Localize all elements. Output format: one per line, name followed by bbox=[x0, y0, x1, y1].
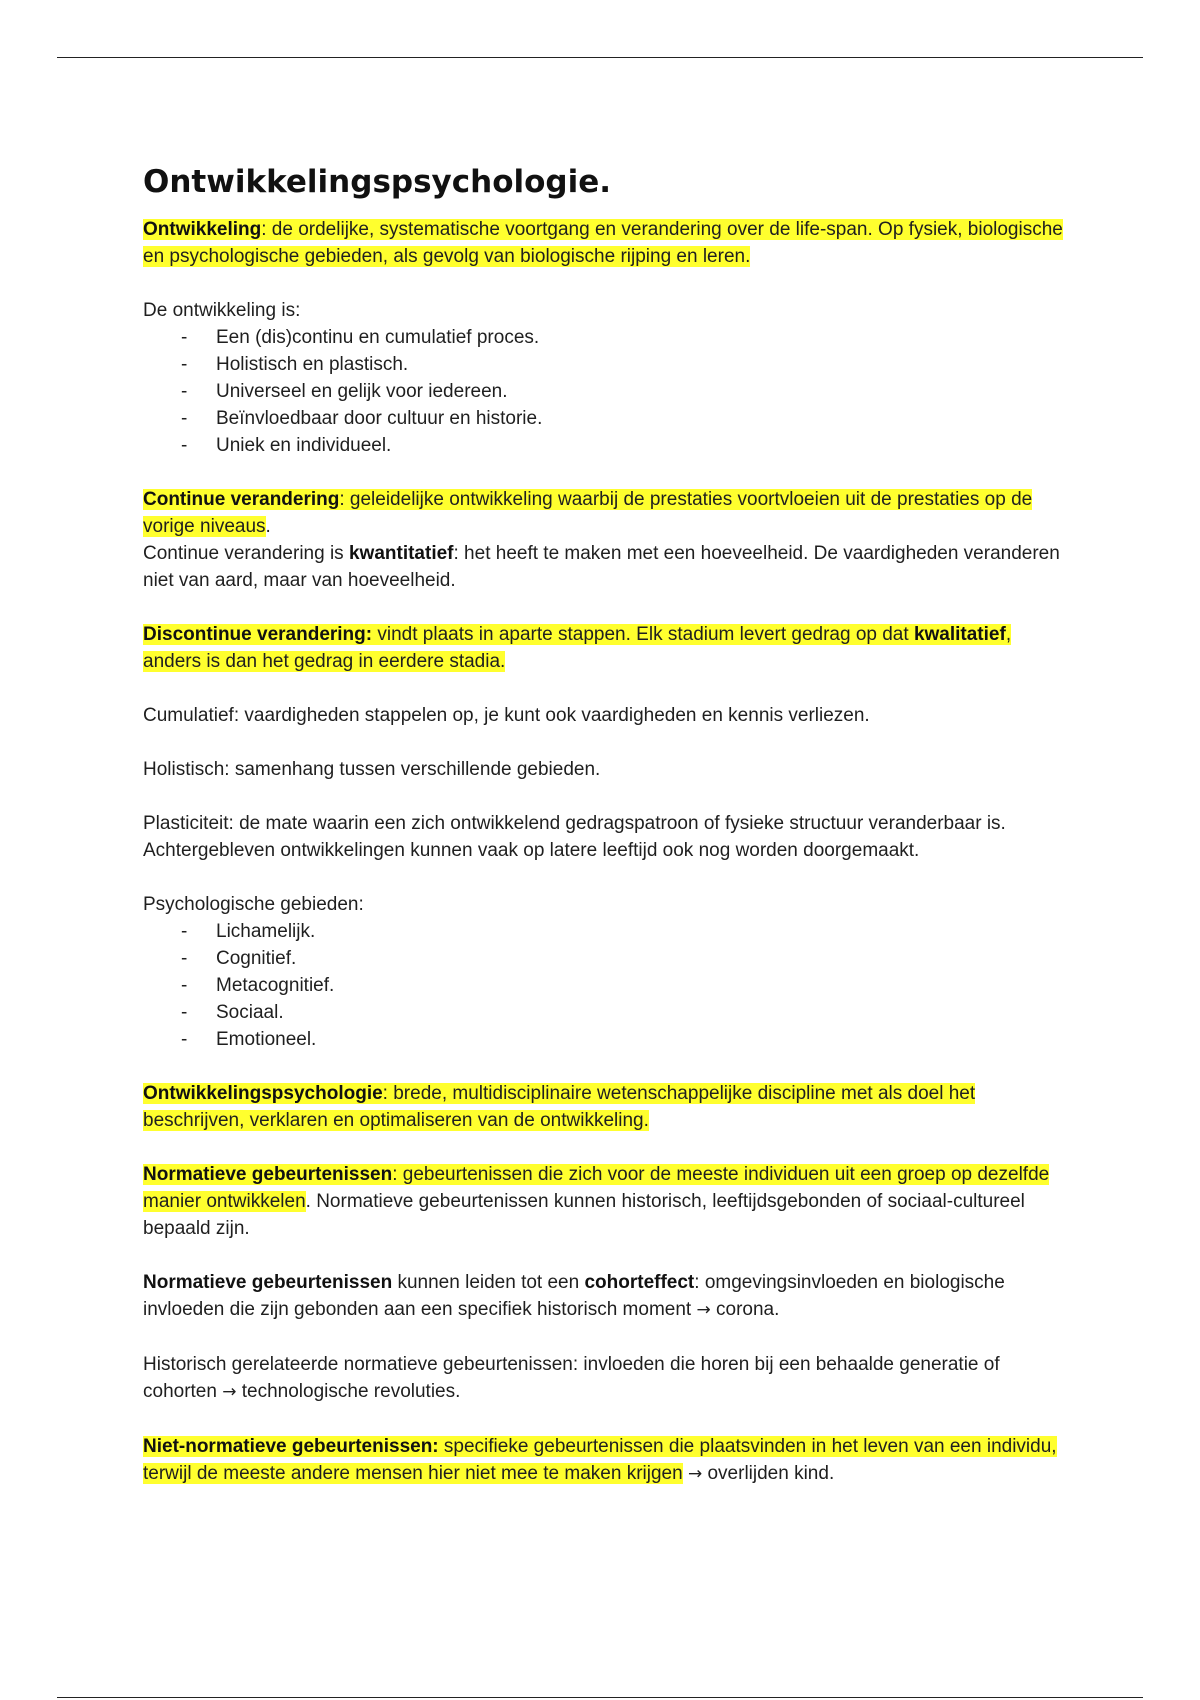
arrow-right-icon: → bbox=[687, 1464, 703, 1484]
gebieden-intro: Psychologische gebieden: bbox=[143, 894, 364, 915]
term-kwalitatief: kwalitatief bbox=[913, 624, 1006, 645]
def-ontwikkeling-text: : de ordelijke, systematische voortgang en verandering over de life-span. Op fysiek, biologische en psychologische gebieden, als gevolg van biologische rijping en leren. bbox=[143, 219, 1063, 267]
gebieden-list bbox=[143, 918, 1063, 1053]
discontinue-def-a: vindt plaats in aparte stappen. Elk stadium levert gedrag op dat bbox=[372, 624, 914, 645]
list-item: - Metacognitief. bbox=[143, 972, 1063, 999]
kenmerken-list bbox=[143, 324, 1063, 459]
list-item: - Een (dis)continu en cumulatief proces. bbox=[143, 324, 1063, 351]
term-ontwikkelingspsychologie: Ontwikkelingspsychologie bbox=[143, 1083, 383, 1104]
def-ontwikkelingspsychologie-text: : brede, multidisciplinaire wetenschappelijke discipline met als doel het beschrijven, verklaren en optimaliseren van de ontwikkeling. bbox=[143, 1083, 976, 1131]
list-item: - Emotioneel. bbox=[143, 1026, 1063, 1053]
term-kwantitatief: kwantitatief bbox=[348, 543, 454, 564]
list-item: - Cognitief. bbox=[143, 945, 1063, 972]
def-discontinue-verandering bbox=[143, 621, 1063, 675]
cohort-end: corona. bbox=[710, 1299, 780, 1320]
cohort-mid: kunnen leiden tot een bbox=[392, 1272, 585, 1293]
footer-rule bbox=[57, 1697, 1143, 1698]
discontinue-def-b: , anders is dan het gedrag in eerdere stadia. bbox=[143, 624, 1012, 672]
def-historisch bbox=[143, 1351, 1063, 1406]
term-cohorteffect: cohorteffect bbox=[584, 1272, 695, 1293]
term-normatief-2: Normatieve gebeurtenissen bbox=[143, 1272, 393, 1293]
list-item: - Sociaal. bbox=[143, 999, 1063, 1026]
normatief-def: : gebeurtenissen die zich voor de meeste individuen uit een groep op dezelfde manier ontwikkelen bbox=[143, 1164, 1050, 1212]
def-plasticiteit: Plasticiteit: de mate waarin een zich ontwikkelend gedragspatroon of fysieke structuur veranderbaar is. Achtergebleven ontwikkelingen kunnen vaak op latere leeftijd ook nog worden doorgemaakt. bbox=[143, 813, 1006, 861]
def-ontwikkelingspsychologie bbox=[143, 1080, 1063, 1134]
def-cumulatief: Cumulatief: vaardigheden stappelen op, je kunt ook vaardigheden en kennis verliezen. bbox=[143, 705, 870, 726]
page-title: Ontwikkelingspsychologie. bbox=[143, 164, 612, 200]
list-item: - Universeel en gelijk voor iedereen. bbox=[143, 378, 1063, 405]
arrow-right-icon: → bbox=[696, 1300, 711, 1320]
def-cohorteffect bbox=[143, 1269, 1063, 1324]
continue-line2-a: Continue verandering is bbox=[143, 543, 349, 564]
def-normatieve-gebeurtenissen bbox=[143, 1161, 1063, 1242]
normatief-rest: . Normatieve gebeurtenissen kunnen historisch, leeftijdsgebonden of sociaal-cultureel bepaald zijn. bbox=[143, 1191, 1025, 1239]
niet-normatief-def: specifieke gebeurtenissen die plaatsvinden in het leven van een individu, terwijl de meeste andere mensen hier niet mee te maken krijgen bbox=[143, 1436, 1057, 1484]
historisch-end: technologische revoluties. bbox=[236, 1381, 461, 1402]
term-discontinue: Discontinue verandering: bbox=[143, 624, 373, 645]
def-continue-end: . bbox=[265, 516, 271, 537]
niet-normatief-end: overlijden kind. bbox=[702, 1463, 835, 1484]
list-item: - Lichamelijk. bbox=[143, 918, 1063, 945]
list-item: - Uniek en individueel. bbox=[143, 432, 1063, 459]
header-rule bbox=[57, 57, 1143, 58]
def-holistisch: Holistisch: samenhang tussen verschillende gebieden. bbox=[143, 759, 601, 780]
term-continue: Continue verandering bbox=[143, 489, 340, 510]
def-niet-normatief bbox=[143, 1433, 1063, 1488]
kenmerken-intro: De ontwikkeling is: bbox=[143, 300, 301, 321]
def-continue-text: : geleidelijke ontwikkeling waarbij de prestaties voortvloeien uit de prestaties op de vorige niveaus bbox=[143, 489, 1033, 537]
term-niet-normatief: Niet-normatieve gebeurtenissen: bbox=[143, 1436, 439, 1457]
arrow-right-icon: → bbox=[222, 1382, 237, 1402]
continue-line2-b: : het heeft te maken met een hoeveelheid. De vaardigheden veranderen niet van aard, maar van hoeveelheid. bbox=[143, 543, 1060, 591]
def-continue-verandering bbox=[143, 486, 1063, 594]
list-item: - Beïnvloedbaar door cultuur en historie. bbox=[143, 405, 1063, 432]
list-item: - Holistisch en plastisch. bbox=[143, 351, 1063, 378]
document-body bbox=[143, 160, 1063, 1515]
term-normatief: Normatieve gebeurtenissen bbox=[143, 1164, 393, 1185]
term-ontwikkeling: Ontwikkeling bbox=[143, 219, 262, 240]
historisch-text: Historisch gerelateerde normatieve gebeurtenissen: invloeden die horen bij een behaalde generatie of cohorten bbox=[143, 1354, 1000, 1402]
def-ontwikkeling bbox=[143, 216, 1063, 270]
cohort-rest: : omgevingsinvloeden en biologische invloeden die zijn gebonden aan een specifiek historisch moment bbox=[143, 1272, 1005, 1320]
